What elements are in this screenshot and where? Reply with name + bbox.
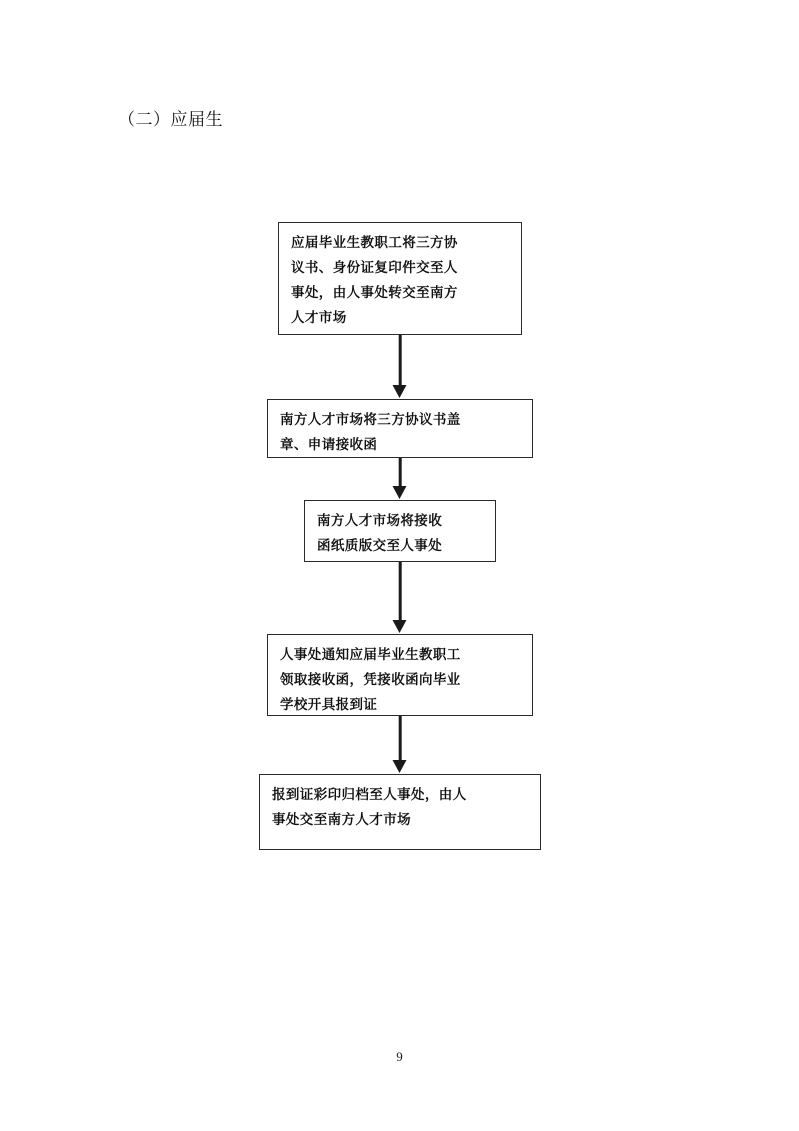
flowchart-node-line: 南方人才市场将三方协议书盖 xyxy=(280,412,461,427)
flowchart-node-line: 函纸质版交至人事处 xyxy=(317,538,443,553)
flowchart-node-line: 章、申请接收函 xyxy=(280,437,378,452)
flowchart-node-line: 领取接收函，凭接收函向毕业 xyxy=(280,672,461,687)
arrow-head xyxy=(393,760,407,773)
page-number: 9 xyxy=(396,1049,403,1064)
arrow-head xyxy=(393,620,407,633)
arrow-shaft xyxy=(399,458,402,487)
flowchart-node-line: 事处，由人事处转交至南方 xyxy=(291,285,458,300)
flowchart-node-line: 应届毕业生教职工将三方协 xyxy=(291,235,458,250)
flowchart-node xyxy=(267,634,533,716)
flowchart-node-line: 学校开具报到证 xyxy=(280,697,378,712)
flowchart-node-line: 议书、身份证复印件交至人 xyxy=(291,260,458,275)
flowchart-node-line: 人事处通知应届毕业生教职工 xyxy=(280,647,461,662)
arrow-head xyxy=(393,486,407,499)
flowchart-node xyxy=(304,500,496,562)
flowchart-node-line: 事处交至南方人才市场 xyxy=(272,812,411,827)
arrow-shaft xyxy=(399,335,402,386)
flowchart-node-line: 人才市场 xyxy=(291,310,347,325)
flowchart-node-line: 南方人才市场将接收 xyxy=(317,513,443,528)
arrow-head xyxy=(393,385,407,398)
flowchart-node xyxy=(278,222,522,335)
flowchart-node-line: 报到证彩印归档至人事处，由人 xyxy=(272,787,467,802)
section-heading: （二）应届生 xyxy=(118,110,223,129)
flowchart-node xyxy=(267,399,533,458)
arrow-shaft xyxy=(399,716,402,761)
arrow-shaft xyxy=(399,562,402,621)
flowchart-node xyxy=(259,774,541,850)
